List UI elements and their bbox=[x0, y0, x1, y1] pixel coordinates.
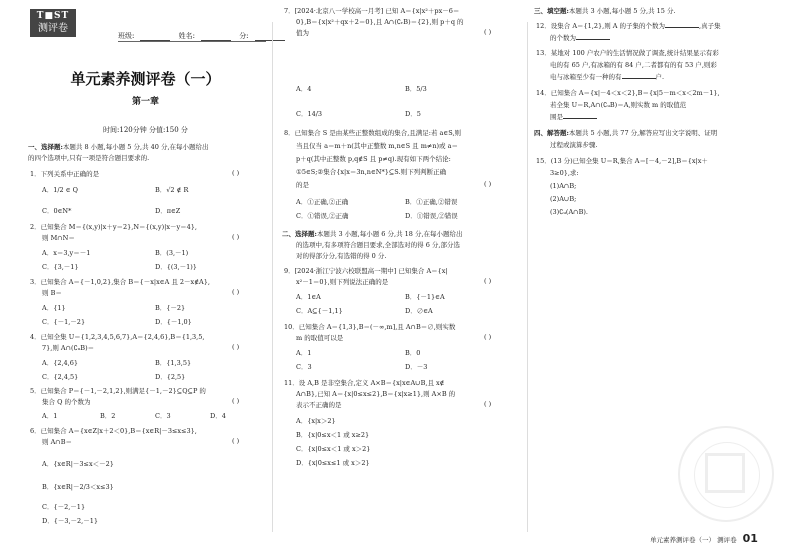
option-c: C．{3,－1} bbox=[42, 263, 79, 271]
option-c: C．{2,4,5} bbox=[42, 373, 79, 381]
option-b: B．{－2} bbox=[155, 304, 186, 312]
option-c: C．{－1,－2} bbox=[42, 318, 86, 326]
footer-label: 单元素养测评卷（一） 测评卷 bbox=[650, 536, 739, 544]
column-divider bbox=[527, 22, 528, 532]
question-2-cont: 则 M∩N＝ bbox=[42, 234, 75, 242]
answer-blank bbox=[576, 33, 610, 40]
page-number: 01 bbox=[742, 532, 758, 545]
question-12-cont: 的个数为 bbox=[550, 33, 610, 43]
question-12: 12．设集合 A＝{1,2},则 A 的子集的个数为 ,真子集 bbox=[536, 22, 721, 30]
option-a: A．1 bbox=[42, 412, 58, 420]
option-b: B．{x∈R|－2/3＜x≤3} bbox=[42, 483, 114, 491]
answer-paren: ( ) bbox=[232, 233, 240, 241]
option-b: B．0 bbox=[405, 349, 421, 357]
answer-paren: ( ) bbox=[484, 277, 492, 285]
question-6: 6．已知集合 A＝{x∈Z|x＋2＜0},B＝{x∈R|－3≤x≤3}, bbox=[30, 427, 197, 435]
question-3-cont: 则 B＝ bbox=[42, 289, 62, 297]
option-a: A．1∈A bbox=[296, 293, 321, 301]
section-3-heading: 三、填空题:本题共 3 小题,每小题 5 分,共 15 分. bbox=[534, 7, 676, 15]
option-c: C．{x|0≤x＜1 或 x＞2} bbox=[296, 445, 371, 453]
question-13-cont: 电与冰箱至少有一种的有 户. bbox=[550, 73, 665, 81]
section-4-heading: 四、解答题:本题共 5 小题,共 77 分,解答应写出文字说明、证明 bbox=[534, 129, 718, 137]
option-c: C．0∈N* bbox=[42, 207, 72, 215]
option-a: A．{x∈R|－3≤x＜－2} bbox=[42, 460, 114, 468]
option-d: D．π∈Z bbox=[155, 207, 181, 215]
option-c: C．3 bbox=[296, 363, 312, 371]
question-7-cont: 值为 bbox=[296, 29, 309, 37]
option-b: B．(3,－1) bbox=[155, 249, 189, 257]
option-b: B．{－1}∈A bbox=[405, 293, 445, 301]
answer-paren: ( ) bbox=[484, 180, 492, 188]
option-a: A．{1} bbox=[42, 304, 66, 312]
question-2: 2．已知集合 M＝{(x,y)|x＋y＝2},N＝{(x,y)|x－y＝4}, bbox=[30, 223, 197, 231]
chapter-subtitle: 第一章 bbox=[131, 97, 159, 107]
question-6-cont: 则 A∩B＝ bbox=[42, 438, 72, 446]
answer-blank bbox=[563, 112, 597, 119]
question-14-cont: 围是 bbox=[550, 112, 597, 122]
question-14: 14．已知集合 A＝{x|－4＜x＜2},B＝{x|5－m＜x＜2m－1}, bbox=[536, 89, 720, 97]
section-2-text: 对的得部分分,有选错的得 0 分. bbox=[296, 252, 387, 260]
option-d: D．5 bbox=[405, 110, 421, 118]
question-11: 11．设 A,B 是非空集合,定义 A×B＝{x|x∈A∪B,且 x∉ bbox=[284, 379, 445, 387]
brand-logo bbox=[30, 9, 76, 37]
answer-paren: ( ) bbox=[484, 333, 492, 341]
watermark-seal-icon bbox=[678, 426, 774, 522]
option-b: B．√2 ∉ R bbox=[155, 186, 189, 194]
answer-blank bbox=[665, 21, 699, 28]
logo-top-text: T■ST bbox=[36, 11, 70, 21]
option-c: C．①错误,②正确 bbox=[296, 212, 349, 220]
question-13: 13．某地对 100 户农户的生活情况做了调查,统计结果显示有彩 bbox=[536, 49, 719, 57]
option-c: C．3 bbox=[155, 412, 171, 420]
question-11-cont: A∩B},已知 A＝{x|0≤x≤2},B＝{x|x≥1},则 A×B 的 bbox=[296, 390, 456, 398]
option-d: D．①错误,②错误 bbox=[405, 212, 458, 220]
option-a: A．4 bbox=[296, 85, 312, 93]
question-8-cont: 当且仅当 a＝m＋n(其中正整数 m,n∈S 且 m≠n)或 a＝ bbox=[296, 142, 458, 150]
question-9-cont: x²－1＝0},则下列说法正确的是 bbox=[296, 278, 389, 286]
option-b: B．5/3 bbox=[405, 85, 427, 93]
option-a: A．①正确,②正确 bbox=[296, 198, 349, 206]
page-title: 单元素养测评卷（一） bbox=[70, 70, 221, 88]
time-score-info: 时间:120分钟 分值:150 分 bbox=[103, 126, 188, 134]
section-4-text: 过程或演算步骤. bbox=[550, 141, 598, 149]
option-d: D．{－3,－2,－1} bbox=[42, 517, 99, 525]
question-4-cont: 7},则 A∩(∁ᵤB)＝ bbox=[42, 344, 95, 352]
question-5-cont: 集合 Q 的个数为 bbox=[42, 398, 91, 406]
answer-blank bbox=[622, 72, 656, 79]
question-15: 15．(13 分)已知全集 U＝R,集合 A＝[－4,－2],B＝{x|x＋ bbox=[536, 157, 708, 165]
header-rule bbox=[118, 41, 266, 42]
question-7-cont: 0},B＝{x|x²＋qx＋2＝0},且 A∩(∁ᵣB)＝{2},则 p＋q 的 bbox=[296, 18, 464, 26]
question-13-cont: 电的有 65 户,有冰箱的有 84 户,二者都有的有 53 户,则彩 bbox=[550, 61, 717, 69]
option-d: D．∅∈A bbox=[405, 307, 433, 315]
option-a: A．{2,4,6} bbox=[42, 359, 79, 367]
student-info bbox=[118, 31, 291, 41]
option-d: D．{x|0≤x≤1 或 x＞2} bbox=[296, 459, 370, 467]
option-c: C．A⊆{－1,1} bbox=[296, 307, 343, 315]
section-1-text: 的四个选项中,只有一项是符合题目要求的. bbox=[28, 154, 150, 162]
question-14-cont: 若全集 U＝R,A∩(∁ᵤB)＝A,则实数 m 的取值范 bbox=[550, 101, 687, 109]
option-c: C．14/3 bbox=[296, 110, 323, 118]
column-divider bbox=[272, 22, 273, 532]
question-15-part-3: (3)∁ᵤ(A∩B). bbox=[550, 208, 588, 216]
answer-paren: ( ) bbox=[232, 169, 240, 177]
page-footer bbox=[650, 532, 758, 545]
seal-box bbox=[705, 453, 745, 493]
question-8-cont: p＋q(其中正整数 p,q∉S 且 p≠q).现有如下两个结论: bbox=[296, 155, 451, 163]
class-field-label: 班级: bbox=[118, 32, 135, 40]
name-field-line bbox=[201, 33, 231, 41]
answer-paren: ( ) bbox=[232, 343, 240, 351]
option-b: B．{1,3,5} bbox=[155, 359, 192, 367]
question-11-cont: 表示不正确的是 bbox=[296, 401, 342, 409]
question-7: 7．[2024·北京八一学校高一月考] 已知 A＝{x|x²＋px－6＝ bbox=[284, 7, 460, 15]
question-15-part-2: (2)A∪B; bbox=[550, 195, 577, 203]
name-field-label: 姓名: bbox=[178, 32, 195, 40]
question-1: 1．下列关系中正确的是 bbox=[30, 170, 100, 178]
option-d: D．{(3,－1)} bbox=[155, 263, 197, 271]
question-4: 4．已知全集 U＝{1,2,3,4,5,6,7},A＝{2,4,6},B＝{1,3,5, bbox=[30, 333, 205, 341]
question-15-part-1: (1)A∩B; bbox=[550, 182, 577, 190]
score-field-label: 分: bbox=[239, 32, 249, 40]
option-a: A．1 bbox=[296, 349, 312, 357]
option-d: D．－3 bbox=[405, 363, 428, 371]
question-15-cont: 3≥0},求: bbox=[550, 169, 579, 177]
question-8-cont: 的是 bbox=[296, 181, 309, 189]
question-8-cont: ①5∈S;②集合{x|x＝3n,n∈N*}⊆S.则下列判断正确 bbox=[296, 168, 447, 176]
option-d: D．{2,5} bbox=[155, 373, 186, 381]
option-a: A．{x|x＞2} bbox=[296, 417, 336, 425]
class-field-line bbox=[140, 33, 170, 41]
answer-paren: ( ) bbox=[232, 397, 240, 405]
score-field-line bbox=[255, 33, 285, 41]
option-b: B．①正确,②错误 bbox=[405, 198, 458, 206]
option-a: A．x＝3,y＝－1 bbox=[42, 249, 91, 257]
option-c: C．{－2,－1} bbox=[42, 503, 86, 511]
answer-paren: ( ) bbox=[232, 288, 240, 296]
question-8: 8．已知集合 S 是由某些正整数组成的集合,且满足:若 a∈S,则 bbox=[284, 129, 462, 137]
option-b: B．2 bbox=[100, 412, 116, 420]
option-a: A．1/2 ∈ Q bbox=[42, 186, 78, 194]
answer-paren: ( ) bbox=[232, 437, 240, 445]
question-10-cont: m 的取值可以是 bbox=[296, 334, 344, 342]
section-1-heading: 一、选择题:本题共 8 小题,每小题 5 分,共 40 分,在每小题给出 bbox=[28, 143, 209, 151]
question-3: 3．已知集合 A＝{－1,0,2},集合 B＝{－x|x∈A 且 2－x∉A}, bbox=[30, 278, 210, 286]
section-2-heading: 二、选择题:本题共 3 小题,每小题 6 分,共 18 分,在每小题给出 bbox=[282, 230, 463, 238]
option-d: D．{－1,0} bbox=[155, 318, 192, 326]
logo-bottom-text: 测评卷 bbox=[38, 23, 68, 34]
question-9: 9．[2024·浙江宁波六校联盟高一期中] 已知集合 A＝{x| bbox=[284, 267, 448, 275]
option-b: B．{x|0≤x＜1 或 x≥2} bbox=[296, 431, 370, 439]
question-10: 10．已知集合 A＝{1,3},B＝(－∞,m],且 A∩B＝∅,则实数 bbox=[284, 323, 456, 331]
answer-paren: ( ) bbox=[484, 400, 492, 408]
answer-paren: ( ) bbox=[484, 28, 492, 36]
section-2-text: 的选项中,有多项符合题目要求,全部选对的得 6 分,部分选 bbox=[296, 241, 460, 249]
option-d: D．4 bbox=[210, 412, 226, 420]
question-5: 5．已知集合 P＝{－1,－2,1,2},则满足{－1,－2}⊆Q⊆P 的 bbox=[30, 387, 206, 395]
